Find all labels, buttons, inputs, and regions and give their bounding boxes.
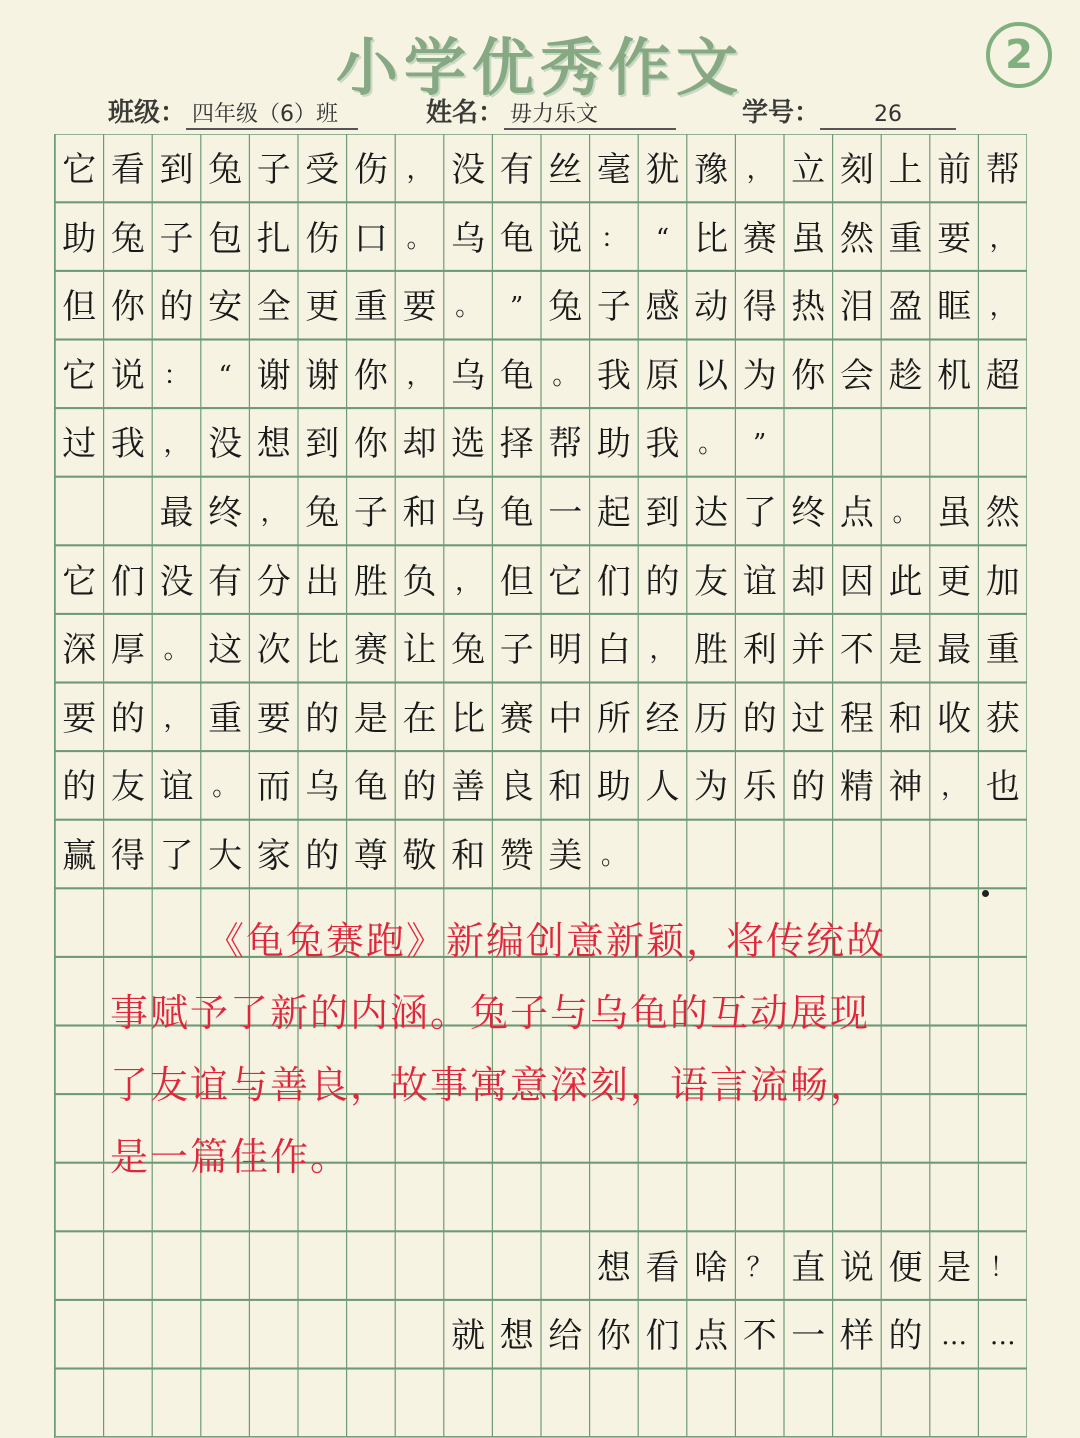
grid-character: 友 [694,561,729,602]
grid-character: 良 [499,767,534,808]
grid-character: ， [989,223,1016,254]
grid-character: 便 [888,1247,923,1288]
grid-character: 们 [645,1316,680,1357]
grid-character: 神 [888,767,923,808]
grid-character: 程 [839,698,874,739]
grid-character: 你 [110,287,145,328]
grid-character: 。 [406,223,433,254]
grid-character: 你 [791,355,826,396]
grid-character: ” [753,429,767,460]
student-id-field [742,92,956,132]
grid-character: 大 [208,836,243,876]
grid-character: 和 [888,698,923,739]
grid-character: 丝 [548,150,583,190]
grid-character: 让 [402,630,437,671]
grid-character: 受 [305,150,340,190]
grid-character: 说 [548,218,583,259]
grid-character: 。 [892,498,919,528]
grid-character [55,477,104,545]
grid-character: 家 [256,836,291,876]
grid-character: 立 [791,150,826,190]
grid-character: ， [163,429,190,460]
grid-character: 精 [839,767,874,808]
grid-character: 的 [305,698,340,739]
grid-character: 因 [839,561,874,602]
grid-character: 的 [742,698,777,739]
grid-character: 在 [402,698,437,739]
student-id-label: 学号： [742,98,821,128]
grid-character: 看 [645,1247,680,1288]
grid-character: 过 [62,424,97,465]
grid-character: 。 [163,635,190,666]
grid-character: ， [941,772,968,803]
grid-character: 而 [256,767,291,808]
grid-character: 助 [62,218,97,259]
grid-character: 起 [596,493,631,533]
class-label: 班级： [108,98,187,128]
grid-character: 上 [888,150,923,190]
grid-character: 。 [552,360,579,391]
grid-character: 们 [596,561,631,602]
grid-character: 想 [499,1316,534,1357]
grid-character: 到 [305,424,340,465]
writing-grid [54,134,1027,1438]
grid-character: 友 [110,767,145,808]
grid-character: 美 [548,836,583,876]
grid-character: 子 [159,218,194,259]
grid-character: 乌 [305,767,340,808]
ink-dot [982,890,989,897]
teacher-comment-line: 《龟兔赛跑》新编创意新颖，将传统故 [206,919,887,963]
grid-character: 了 [742,493,777,533]
grid-character: ， [746,155,773,185]
grid-character: 和 [402,493,437,533]
grid-character: 兔 [208,150,243,190]
grid-character: 超 [985,355,1020,396]
grid-character: 没 [208,424,243,465]
grid-character: 的 [159,287,194,328]
grid-character: ， [649,635,676,666]
grid-character: 了 [159,836,194,876]
grid-character: 子 [256,150,291,190]
grid-character: ， [406,360,433,391]
grid-character: 选 [451,424,486,465]
grid-character: 我 [596,355,631,396]
grid-character: 乌 [451,355,486,396]
grid-character: 没 [159,561,194,602]
grid-character: 有 [499,150,534,190]
name-label: 姓名： [426,98,505,128]
grid-character: ！ [989,1252,1016,1283]
grid-character: 赢 [62,836,97,876]
grid-character: 却 [402,424,437,465]
grid-character: 全 [256,287,291,328]
grid-character: 兔 [548,287,583,328]
grid-character: 但 [499,561,534,602]
grid-character: 兔 [305,493,340,533]
grid-character: 到 [159,150,194,190]
grid-character: 有 [208,561,243,602]
grid-character: 动 [694,287,729,328]
grid-character: 给 [548,1316,583,1357]
grid-character: 比 [694,218,729,259]
grid-character: 热 [791,287,826,328]
grid-character: 要 [62,698,97,739]
grid-character: 机 [937,355,972,396]
grid-character: 胜 [353,561,388,602]
grid-character: 它 [62,150,97,190]
grid-character: 安 [208,287,243,328]
grid-character [104,477,153,545]
grid-character: 你 [353,355,388,396]
grid-character: … [941,1321,968,1352]
grid-character: 会 [839,355,874,396]
grid-character: 终 [208,493,243,533]
grid-character: 终 [791,493,826,533]
grid-character: ： [163,360,190,391]
grid-character: 想 [596,1247,631,1288]
grid-character: 更 [305,287,340,328]
grid-character: 加 [985,561,1020,602]
grid-character: 的 [645,561,680,602]
grid-character: 它 [62,561,97,602]
grid-character: 没 [451,150,486,190]
grid-character: 感 [645,287,680,328]
grid-character: 经 [645,698,680,739]
grid-character: 赛 [353,630,388,671]
class-value: 四年级（6）班 [186,97,358,130]
grid-character: 过 [791,698,826,739]
grid-character: 也 [985,767,1020,808]
grid-character: 收 [937,698,972,739]
grid-character: 点 [839,493,874,533]
page-title: 小学优秀作文 [335,31,744,104]
grid-character: ， [406,155,433,185]
grid-character: 。 [698,429,725,460]
grid-character: 的 [888,1316,923,1357]
grid-character: 为 [742,355,777,396]
grid-character: 为 [694,767,729,808]
grid-character: 不 [839,630,874,671]
grid-character: 赛 [499,698,534,739]
grid-character: 这 [208,630,243,671]
grid-character: 说 [110,355,145,396]
grid-character: 白 [596,630,631,671]
teacher-comment-line: 了友谊与善良，故事寓意深刻，语言流畅， [110,1063,871,1107]
grid-character: 更 [937,561,972,602]
grid-character: 扎 [256,218,291,259]
grid-character: 要 [256,698,291,739]
grid-character: 的 [62,767,97,808]
grid-character: 此 [888,561,923,602]
grid-character: 。 [600,841,627,871]
grid-character: 。 [455,292,482,323]
grid-character: 样 [839,1316,874,1357]
grid-character: “ [218,360,232,391]
grid-character: 比 [451,698,486,739]
grid-character: 人 [645,767,680,808]
grid-character: ： [600,223,627,254]
grid-character: 胜 [694,630,729,671]
grid-character: 比 [305,630,340,671]
grid-character: 一 [791,1316,826,1357]
grid-character: 要 [402,287,437,328]
grid-character: ” [510,292,524,323]
grid-character: 的 [110,698,145,739]
grid-character: 虽 [937,493,972,533]
grid-character: 重 [888,218,923,259]
grid-character: 点 [694,1316,729,1357]
grid-character: 但 [62,287,97,328]
grid-character: 是 [353,698,388,739]
class-field [108,92,358,132]
grid-character: 敬 [402,836,437,876]
grid-character: 包 [208,218,243,259]
grid-character: 最 [937,630,972,671]
grid-character: 然 [839,218,874,259]
grid-character: 子 [353,493,388,533]
grid-character: 谢 [256,355,291,396]
grid-character: 助 [596,424,631,465]
grid-character: ， [989,292,1016,323]
grid-character: 乐 [742,767,777,808]
grid-character: 直 [791,1247,826,1288]
grid-character: 所 [596,698,631,739]
grid-character: 子 [596,287,631,328]
grid-character: 得 [742,287,777,328]
grid-character: 原 [645,355,680,396]
grid-character: 们 [110,561,145,602]
grid-character: 的 [305,836,340,876]
grid-character: 出 [305,561,340,602]
grid-character: 它 [548,561,583,602]
grid-character: 子 [499,630,534,671]
grid-character: 龟 [499,355,534,396]
grid-character: 你 [353,424,388,465]
grid-character: 乌 [451,493,486,533]
grid-character: 以 [694,355,729,396]
grid-character: 盈 [888,287,923,328]
grid-character: 是 [888,630,923,671]
grid-character: 就 [451,1316,486,1357]
teacher-comment-line: 是一篇佳作。 [110,1135,351,1179]
grid-character: 赞 [499,836,534,876]
grid-character: 要 [937,218,972,259]
page-number-badge: 2 [986,22,1052,88]
grid-character: 谢 [305,355,340,396]
grid-character: 善 [451,767,486,808]
grid-character: 到 [645,493,680,533]
grid-character: 得 [110,836,145,876]
grid-character: 次 [256,630,291,671]
grid-character: 分 [256,561,291,602]
grid-character: “ [655,223,670,254]
grid-character: 泪 [839,287,874,328]
grid-character: 虽 [791,218,826,259]
grid-character: 达 [694,493,729,533]
grid-character: 龟 [353,767,388,808]
grid-character: 你 [596,1316,631,1357]
grid-character: 。 [212,772,239,803]
grid-character: ， [163,703,190,734]
grid-character: 利 [742,630,777,671]
grid-character: 厚 [110,630,145,671]
grid-character: 重 [353,287,388,328]
name-field [426,92,676,132]
grid-character: 看 [110,150,145,190]
grid-character: 和 [451,836,486,876]
grid-character: 历 [694,698,729,739]
name-value: 毋力乐文 [504,97,676,130]
grid-character: 中 [548,698,583,739]
teacher-comment-line: 事赋予了新的内涵。兔子与乌龟的互动展现 [110,991,871,1035]
grid-character: 深 [62,630,97,671]
grid-character: 然 [985,493,1020,533]
grid-character: 重 [208,698,243,739]
grid-character: 的 [791,767,826,808]
grid-character: 负 [402,561,437,602]
grid-character: 赛 [742,218,777,259]
grid-character: 我 [110,424,145,465]
grid-character: 和 [548,767,583,808]
grid-character: 想 [256,424,291,465]
grid-character: 帮 [548,424,583,465]
grid-character: 犹 [645,150,680,190]
grid-character: 趁 [888,355,923,396]
grid-character: 择 [499,424,534,465]
grid-character: 是 [937,1247,972,1288]
grid-character: 口 [353,218,388,259]
grid-character: 龟 [499,218,534,259]
grid-character: ， [455,566,482,597]
grid-character: 伤 [353,150,388,190]
grid-character: ？ [746,1252,773,1283]
grid-character: 最 [159,493,194,533]
grid-character: 毫 [596,150,631,190]
grid-character: 并 [791,630,826,671]
grid-character: 重 [985,630,1020,671]
grid-character: 获 [985,698,1020,739]
grid-character: 帮 [985,150,1020,190]
grid-character: 谊 [159,767,194,808]
grid-character: ， [260,498,287,528]
student-id-value: 26 [820,102,956,130]
grid-character: 前 [937,150,972,190]
grid-character: … [989,1321,1016,1352]
grid-character: 的 [402,767,437,808]
grid-character: 却 [791,561,826,602]
grid-character: 一 [548,493,583,533]
grid-character: 伤 [305,218,340,259]
grid-character: 明 [548,630,583,671]
grid-character: 刻 [839,150,874,190]
grid-character: 它 [62,355,97,396]
grid-character: 尊 [353,836,388,876]
grid-character: 谊 [742,561,777,602]
grid-character: 助 [596,767,631,808]
grid-character: 兔 [110,218,145,259]
grid-character: 说 [839,1247,874,1288]
grid-character: 兔 [451,630,486,671]
grid-character: 豫 [694,150,729,190]
grid-character: 不 [742,1316,777,1357]
grid-row [55,1369,1027,1437]
grid-character: 我 [645,424,680,465]
grid-character: 啥 [694,1247,729,1288]
grid-character: 乌 [451,218,486,259]
grid-character: 眶 [937,287,972,328]
grid-character: 龟 [499,493,534,533]
